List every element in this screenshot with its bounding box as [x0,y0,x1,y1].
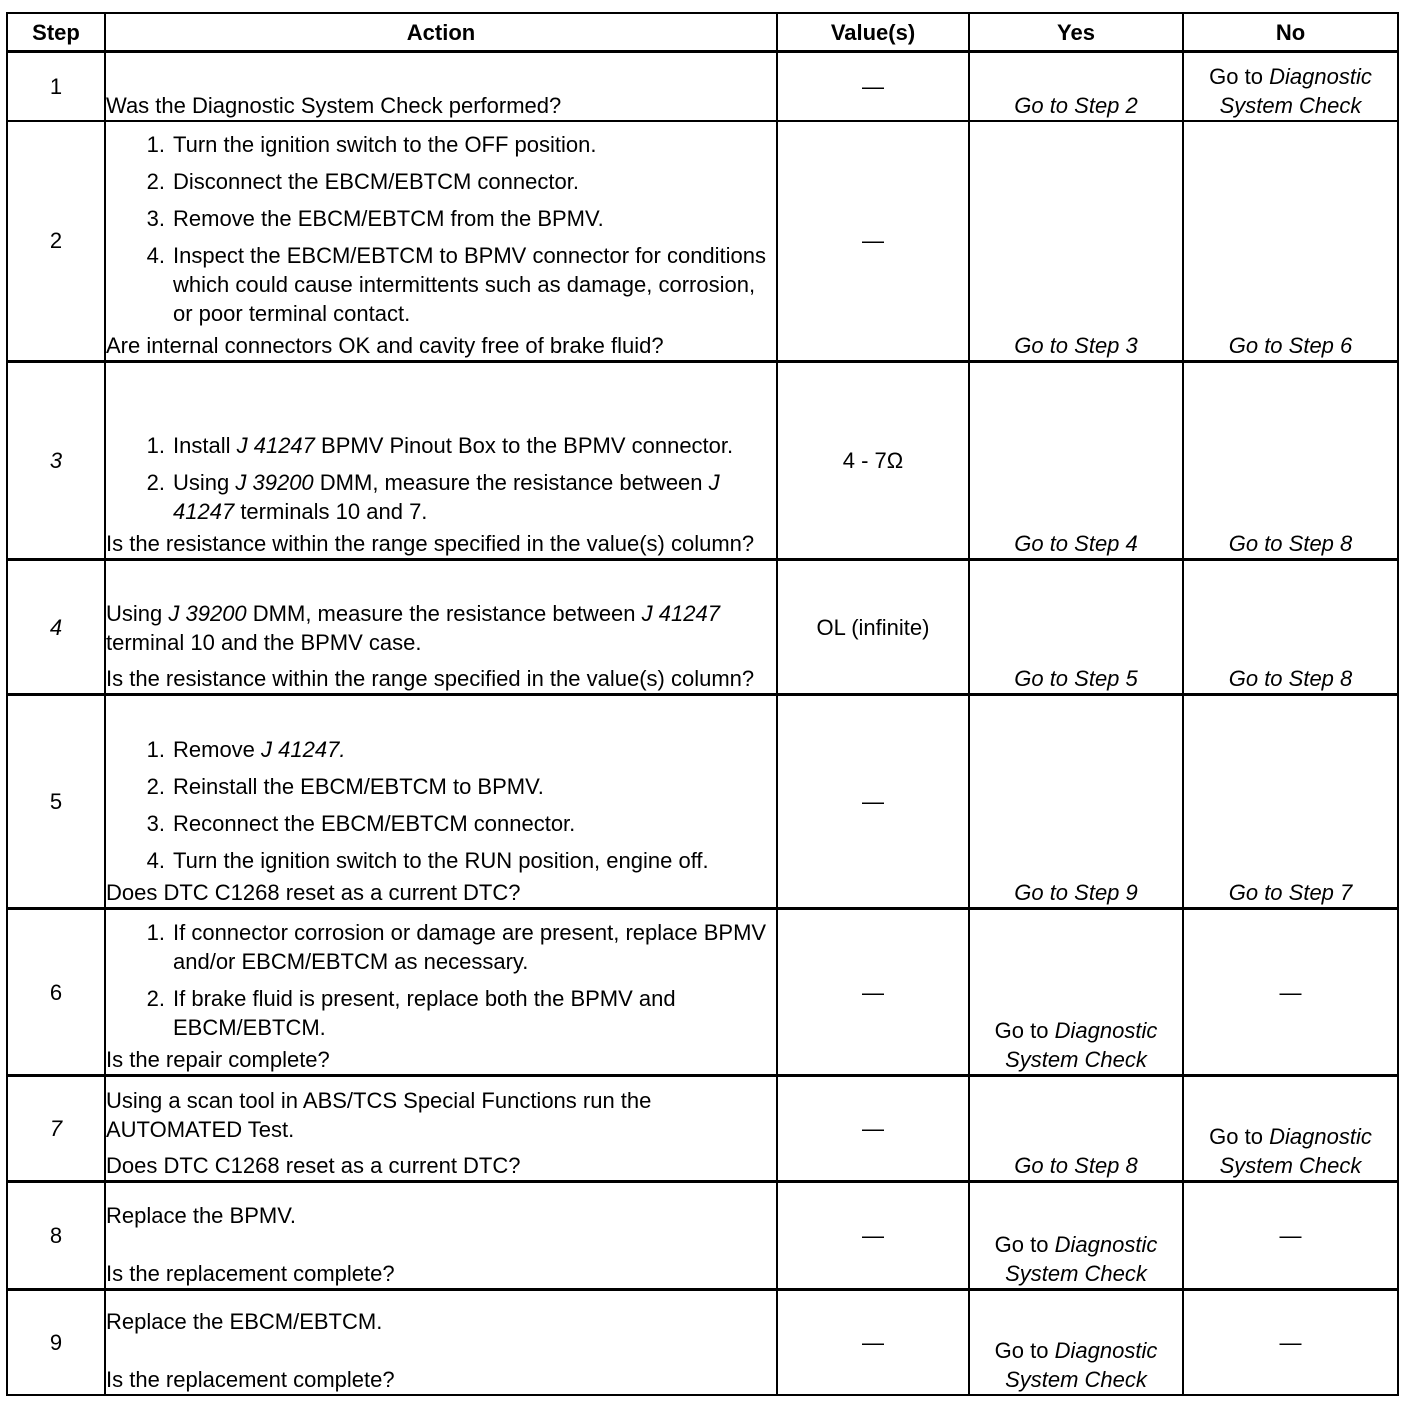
yes-cell: Go to Step 8 [969,1076,1183,1182]
header-step: Step [7,13,105,52]
action-spacer [106,1230,776,1259]
action-steps [106,431,776,526]
step-number: 7 [7,1076,105,1182]
yes-cell: Go to Step 4 [969,362,1183,560]
value-cell: — [777,52,969,121]
header-row [7,13,1398,52]
action-spacer [106,1336,776,1365]
list-item: 1. If connector corrosion or damage are present, replace BPMV and/or EBCM/EBTCM as necessary. [146,920,767,974]
action-cell [105,1076,777,1182]
diagnostic-table [6,12,1399,1396]
table-row-step-9 [7,1290,1398,1395]
no-cell [1183,52,1398,121]
list-item: 1. Turn the ignition switch to the OFF position. [146,132,597,157]
value-cell: — [777,909,969,1076]
tool-ref: J 41247 [641,601,720,626]
yes-cell: Go to Step 3 [969,121,1183,362]
list-item: 4. Inspect the EBCM/EBTCM to BPMV connector for conditions which could cause intermittents such as damage, corrosion, or poor terminal contact. [146,243,767,326]
step-number: 1 [7,52,105,121]
action-question: Does DTC C1268 reset as a current DTC? [106,880,521,905]
action-cell [105,560,777,695]
no-cell: Go to Step 7 [1183,695,1398,909]
action-steps [106,130,776,328]
tool-ref: J 41247 [173,470,720,524]
yes-link-line1: Diagnostic [1054,1337,1158,1363]
header-values: Value(s) [777,13,969,52]
action-question: Is the replacement complete? [106,1366,395,1392]
yes-prefix: Go to [994,1337,1049,1363]
action-cell [105,52,777,121]
yes-cell [969,909,1183,1076]
table-row-step-5 [7,695,1398,909]
action-cell [105,1290,777,1395]
list-item: 4. Turn the ignition switch to the RUN position, engine off. [146,848,709,873]
list-item: 2. Using J 39200 DMM, measure the resistance between J 41247 terminals 10 and 7. [146,470,720,524]
no-cell: — [1183,1290,1398,1395]
no-cell [1183,1076,1398,1182]
action-cell [105,121,777,362]
list-item: 2. If brake fluid is present, replace both the BPMV and EBCM/EBTCM. [146,986,676,1040]
table-row-step-8 [7,1182,1398,1290]
action-question: Is the resistance within the range specified in the value(s) column? [106,666,755,691]
list-item: 1. Install J 41247 BPMV Pinout Box to the BPMV connector. [146,433,734,458]
no-cell: Go to Step 6 [1183,121,1398,362]
action-instruction: Replace the EBCM/EBTCM. [106,1308,383,1334]
yes-link-line2: System Check [1005,1366,1147,1392]
value-cell: OL (infinite) [777,560,969,695]
no-cell: — [1183,1182,1398,1290]
no-link-line2: System Check [1219,1153,1362,1178]
action-cell [105,909,777,1076]
yes-cell [969,1290,1183,1395]
list-item: 3. Remove the EBCM/EBTCM from the BPMV. [146,206,604,231]
no-link-line2: System Check [1219,92,1362,118]
diagnostic-table-container [6,12,1397,1396]
step-number: 2 [7,121,105,362]
header-yes: Yes [969,13,1183,52]
step-number: 3 [7,362,105,560]
tool-ref: J 41247 [261,737,340,762]
action-question: Is the repair complete? [106,1047,330,1072]
yes-cell [969,1182,1183,1290]
value-cell: — [777,1182,969,1290]
action-instruction: Using J 39200 DMM, measure the resistance between J 41247 terminal 10 and the BPMV case. [106,601,720,655]
step-number: 6 [7,909,105,1076]
table-row-step-2 [7,121,1398,362]
action-question: Are internal connectors OK and cavity free of brake fluid? [106,333,664,358]
yes-cell: Go to Step 2 [969,52,1183,121]
list-item: 2. Reinstall the EBCM/EBTCM to BPMV. [146,774,544,799]
tool-ref: J 41247 [236,433,315,458]
yes-link-line1: Diagnostic [1054,1018,1158,1043]
list-item: 1. Remove J 41247. [146,737,346,762]
table-row-step-6 [7,909,1398,1076]
yes-cell: Go to Step 9 [969,695,1183,909]
yes-link-line2: System Check [1005,1047,1147,1072]
action-cell [105,362,777,560]
header-no: No [1183,13,1398,52]
action-instruction: Using a scan tool in ABS/TCS Special Functions run the AUTOMATED Test. [106,1088,652,1142]
no-prefix: Go to [1209,63,1263,89]
action-cell [105,1182,777,1290]
value-cell: — [777,1076,969,1182]
yes-link-line2: System Check [1005,1261,1147,1286]
no-cell: — [1183,909,1398,1076]
tool-ref: J 39200 [168,601,247,626]
table-row-step-7 [7,1076,1398,1182]
action-steps [106,735,776,875]
list-item: 3. Reconnect the EBCM/EBTCM connector. [146,811,576,836]
step-number: 5 [7,695,105,909]
action-steps [106,918,776,1042]
value-cell: 4 - 7Ω [777,362,969,560]
yes-cell: Go to Step 5 [969,560,1183,695]
value-cell: — [777,1290,969,1395]
step-number: 4 [7,560,105,695]
value-cell: — [777,121,969,362]
action-question: Is the replacement complete? [106,1261,395,1286]
value-cell: — [777,695,969,909]
table-row-step-3 [7,362,1398,560]
table-row-step-4 [7,560,1398,695]
yes-prefix: Go to [994,1018,1049,1043]
yes-link-line1: Diagnostic [1054,1232,1158,1257]
step-number: 9 [7,1290,105,1395]
no-link-line1: Diagnostic [1269,1124,1372,1149]
no-cell: Go to Step 8 [1183,560,1398,695]
list-item: 2. Disconnect the EBCM/EBTCM connector. [146,169,579,194]
action-question: Does DTC C1268 reset as a current DTC? [106,1153,521,1178]
no-prefix: Go to [1209,1124,1263,1149]
table-row-step-1 [7,52,1398,121]
no-cell: Go to Step 8 [1183,362,1398,560]
no-link-line1: Diagnostic [1269,63,1372,89]
header-action: Action [105,13,777,52]
step-number: 8 [7,1182,105,1290]
tool-ref: J 39200 [235,470,314,495]
action-question: Is the resistance within the range specified in the value(s) column? [106,531,755,556]
action-cell [105,695,777,909]
action-question: Was the Diagnostic System Check performed? [106,92,562,118]
yes-prefix: Go to [994,1232,1049,1257]
action-instruction: Replace the BPMV. [106,1203,296,1228]
